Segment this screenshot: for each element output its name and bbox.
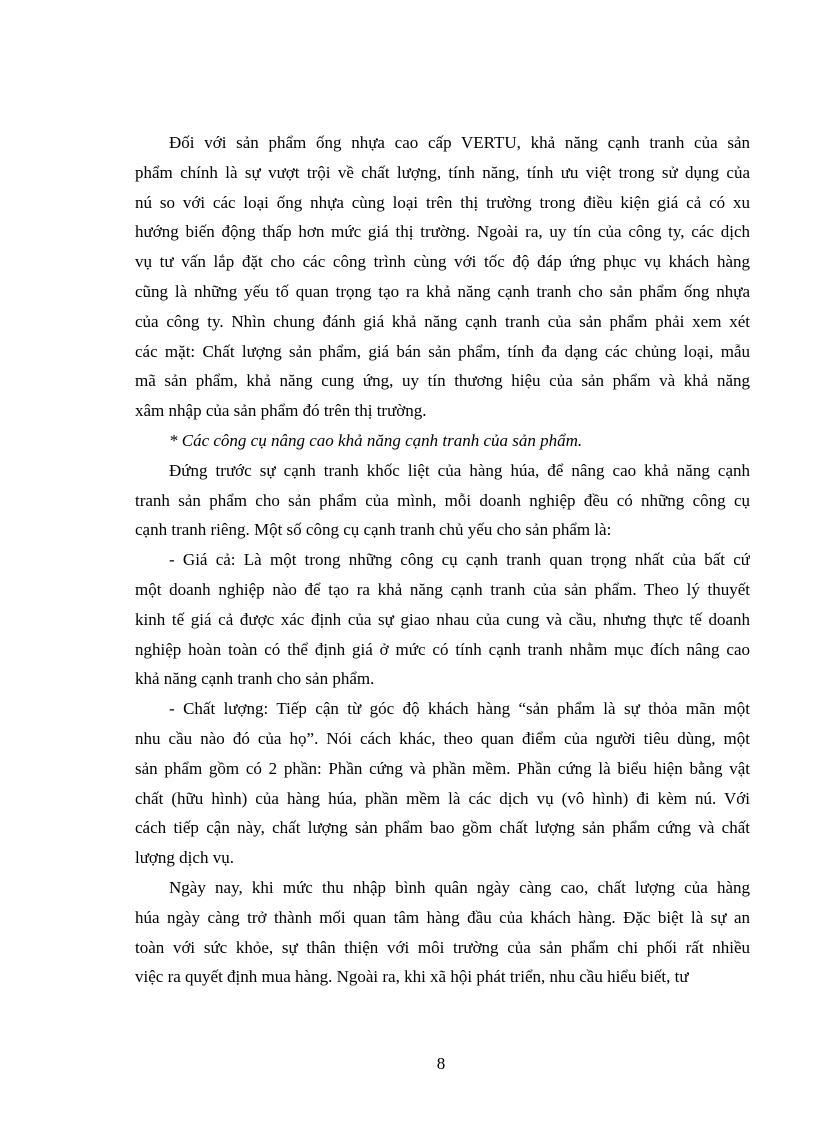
text-line: phẩm chính là sự vượt trội về chất lượng, tính năng, tính ưu việt trong sử dụng của bbox=[135, 162, 750, 182]
text-line: Đứng trước sự cạnh tranh khốc liệt của hàng húa, để nâng cao khả năng cạnh bbox=[169, 460, 750, 480]
text-line: nhu cầu nào đó của họ”. Nói cách khác, theo quan điểm của người tiêu dùng, một bbox=[135, 728, 750, 748]
text-line: việc ra quyết định mua hàng. Ngoài ra, khi xã hội phát triển, nhu cầu hiểu biết, tư bbox=[135, 967, 689, 987]
paragraph bbox=[135, 873, 750, 992]
paragraph bbox=[135, 456, 750, 545]
text-line: nú so với các loại ống nhựa cùng loại trên thị trường trong điều kiện giá cả có xu bbox=[135, 192, 750, 212]
text-line: toàn với sức khỏe, sự thân thiện với môi trường của sản phẩm chi phối rất nhiều bbox=[135, 937, 750, 957]
page-number: 8 bbox=[436, 1054, 446, 1073]
text-line: cạnh tranh riêng. Một số công cụ cạnh tranh chủ yếu cho sản phẩm là: bbox=[135, 520, 612, 540]
text-line: khả năng cạnh tranh cho sản phẩm. bbox=[135, 669, 375, 689]
text-line: nghiệp hoàn toàn có thể định giá ở mức có tính cạnh tranh nhằm mục đích nâng cao bbox=[135, 639, 750, 659]
text-line: húa ngày càng trở thành mối quan tâm hàng đầu của khách hàng. Đặc biệt là sự an bbox=[135, 907, 750, 927]
text-line: xâm nhập của sản phẩm đó trên thị trường. bbox=[135, 401, 427, 421]
text-line: chất (hữu hình) của hàng húa, phần mềm là các dịch vụ (vô hình) đi kèm nú. Với bbox=[135, 788, 750, 808]
text-line: cũng là những yếu tố quan trọng tạo ra khả năng cạnh tranh cho sản phẩm ống nhựa bbox=[135, 281, 750, 301]
text-line: Ngày nay, khi mức thu nhập bình quân ngày càng cao, chất lượng của hàng bbox=[169, 877, 750, 897]
text-line: - Chất lượng: Tiếp cận từ góc độ khách hàng “sản phẩm là sự thỏa mãn một bbox=[169, 699, 750, 719]
text-line: một doanh nghiệp nào để tạo ra khả năng cạnh tranh của sản phẩm. Theo lý thuyết bbox=[135, 579, 750, 599]
text-line: của công ty. Nhìn chung đánh giá khả năng cạnh tranh của sản phẩm phải xem xét bbox=[135, 311, 750, 331]
text-line: * Các công cụ nâng cao khả năng cạnh tranh của sản phẩm. bbox=[169, 430, 583, 450]
document-body bbox=[135, 128, 750, 992]
paragraph bbox=[135, 545, 750, 694]
text-line: vụ tư vấn lắp đặt cho các công trình cùng với tốc độ đáp ứng phục vụ khách hàng bbox=[135, 252, 750, 272]
text-line: cách tiếp cận này, chất lượng sản phẩm bao gồm chất lượng sản phẩm cứng và chất bbox=[135, 818, 750, 838]
text-line: Đối với sản phẩm ống nhựa cao cấp VERTU, khả năng cạnh tranh của sản bbox=[169, 133, 750, 152]
text-line: hướng biến động thấp hơn mức giá thị trường. Ngoài ra, uy tín của công ty, các dịch bbox=[135, 222, 750, 242]
text-line: tranh sản phẩm cho sản phẩm của mình, mỗi doanh nghiệp đều có những công cụ bbox=[135, 490, 750, 510]
text-line: mã sản phẩm, khả năng cung ứng, uy tín thương hiệu của sản phẩm và khả năng bbox=[135, 371, 750, 391]
paragraph bbox=[135, 694, 750, 873]
text-line: lượng dịch vụ. bbox=[135, 848, 234, 868]
text-line: các mặt: Chất lượng sản phẩm, giá bán sản phẩm, tính đa dạng các chủng loại, mẫu bbox=[135, 341, 750, 361]
section-heading bbox=[135, 426, 750, 456]
text-line: - Giá cả: Là một trong những công cụ cạnh tranh quan trọng nhất của bất cứ bbox=[169, 550, 750, 570]
text-line: sản phẩm gồm có 2 phần: Phần cứng và phần mềm. Phần cứng là biểu hiện bằng vật bbox=[135, 758, 750, 778]
paragraph bbox=[135, 128, 750, 426]
text-line: kinh tế giá cả được xác định của sự giao nhau của cung và cầu, nhưng thực tế doanh bbox=[135, 609, 750, 629]
